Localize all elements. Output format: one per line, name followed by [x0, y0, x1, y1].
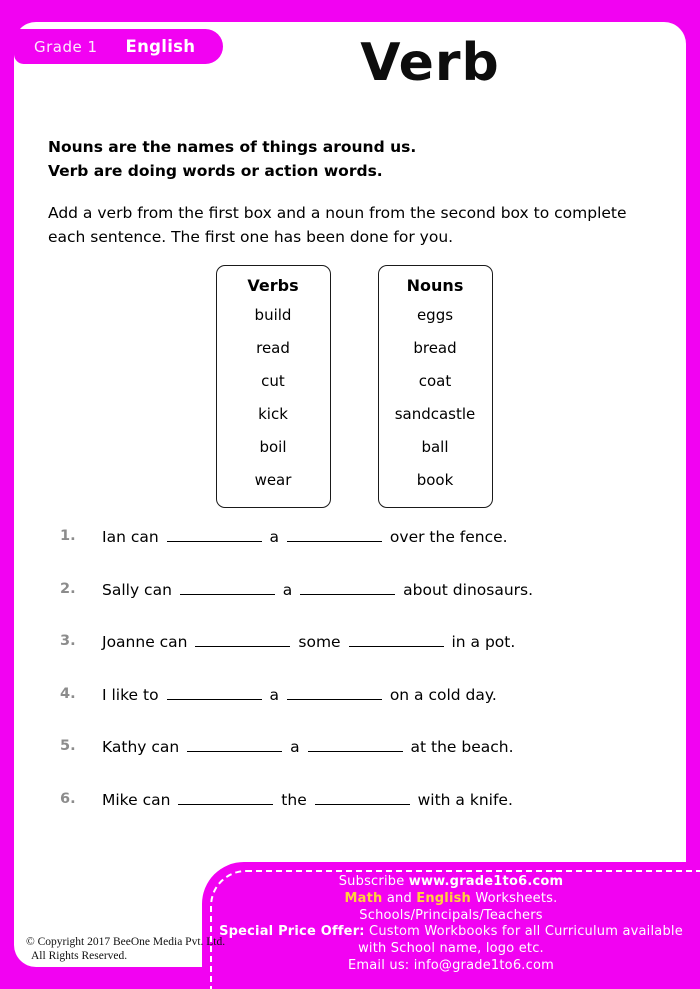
sentence-number: 4. — [60, 685, 76, 702]
sentence-text — [102, 527, 508, 546]
sentence-pre: Sally can — [102, 580, 172, 599]
noun-word: coat — [418, 372, 452, 390]
footer-content — [202, 862, 700, 975]
grade-label: Grade 1 — [34, 37, 98, 56]
sentence-text — [102, 685, 497, 704]
instruction-text: Add a verb from the first box and a noun from the second box to complete each sentence. The first one has been done for you. — [48, 204, 627, 246]
sentence-row — [60, 685, 684, 738]
answer-blank — [287, 527, 382, 542]
sentence-pre: Joanne can — [102, 633, 188, 651]
answer-blank — [349, 632, 444, 647]
sentence-text — [102, 790, 513, 809]
answer-blank — [187, 737, 282, 752]
answer-blank — [287, 685, 382, 700]
sentence-pre: I like to — [102, 685, 159, 704]
sentence-number: 5. — [60, 738, 76, 754]
intro-line-verbs: Verb are doing words or action words. — [48, 161, 383, 180]
special-offer-label: Special Price Offer: — [219, 924, 365, 940]
sentence-post: in a pot. — [451, 633, 516, 651]
grade-subject-badge — [14, 29, 223, 64]
sentence-mid: the — [281, 790, 307, 809]
sentence-pre: Mike can — [102, 790, 171, 809]
noun-word: ball — [421, 438, 449, 456]
sentence-post: on a cold day. — [389, 685, 497, 704]
sentence-mid: a — [269, 528, 280, 546]
subscribe-label: Subscribe — [338, 874, 405, 889]
sentence-number: 2. — [60, 580, 76, 597]
nouns-box-title: Nouns — [406, 276, 464, 295]
answer-blank — [167, 685, 262, 700]
sentence-mid: a — [290, 738, 300, 756]
sentence-pre: Ian can — [102, 528, 159, 546]
subject-label: English — [125, 37, 196, 56]
sentence-post: with a knife. — [417, 790, 513, 809]
footer-email-line[interactable]: Email us: info@grade1to6.com — [347, 957, 554, 973]
footer-customization-line: with School name, logo etc. — [358, 941, 544, 957]
answer-blank — [180, 580, 275, 595]
verb-word: wear — [254, 471, 292, 489]
footer-subscribe-line — [202, 874, 700, 891]
verbs-box-title: Verbs — [247, 276, 299, 295]
sentence-row — [60, 737, 684, 790]
answer-blank — [178, 790, 273, 805]
sentence-row — [60, 632, 684, 685]
offer-description: Custom Workbooks for all Curriculum available — [369, 924, 683, 940]
noun-word: bread — [413, 339, 457, 357]
sentence-text — [102, 737, 514, 756]
verbs-box — [216, 265, 331, 508]
verb-word: kick — [258, 405, 288, 423]
answer-blank — [167, 527, 262, 542]
worksheets-label: Worksheets. — [475, 890, 558, 906]
footer-audience-line: Schools/Principals/Teachers — [359, 907, 543, 923]
sentence-row — [60, 527, 684, 580]
verb-word: boil — [259, 438, 287, 456]
sentence-row — [60, 580, 684, 633]
website-link[interactable]: www.grade1to6.com — [408, 874, 564, 889]
sentence-post: about dinosaurs. — [403, 580, 534, 599]
intro-definition — [48, 136, 416, 183]
page-title: Verb — [360, 33, 500, 93]
sentence-number: 6. — [60, 790, 76, 807]
nouns-box — [378, 265, 493, 508]
copyright-line1: © Copyright 2017 BeeOne Media Pvt. Ltd. — [26, 936, 226, 948]
sentence-pre: Kathy can — [102, 738, 180, 756]
sentence-mid: some — [298, 633, 341, 651]
answer-blank — [315, 790, 410, 805]
footer-subjects-line — [202, 891, 700, 908]
sentence-number: 3. — [60, 633, 76, 649]
sentence-mid: a — [282, 580, 293, 599]
sentence-post: at the beach. — [410, 738, 514, 756]
sentence-text — [102, 580, 533, 599]
sentence-list — [60, 527, 684, 842]
sentence-post: over the fence. — [389, 528, 508, 546]
sentence-mid: a — [269, 685, 279, 704]
verb-word: cut — [261, 372, 285, 390]
word-boxes — [8, 265, 700, 508]
math-label: Math — [344, 890, 383, 906]
verb-word: read — [256, 339, 290, 357]
sentence-number: 1. — [60, 528, 76, 544]
promo-footer — [202, 862, 700, 989]
noun-word: eggs — [416, 306, 454, 324]
copyright-notice — [26, 935, 225, 963]
verb-word: build — [254, 306, 292, 324]
noun-word: sandcastle — [394, 405, 476, 423]
answer-blank — [195, 632, 290, 647]
answer-blank — [308, 737, 403, 752]
sentence-text — [102, 632, 515, 651]
answer-blank — [300, 580, 395, 595]
english-label: English — [416, 890, 471, 906]
copyright-line2: All Rights Reserved. — [31, 950, 128, 962]
sentence-row — [60, 790, 684, 843]
intro-line-nouns: Nouns are the names of things around us. — [48, 138, 417, 156]
noun-word: book — [416, 471, 454, 489]
and-label: and — [386, 890, 412, 906]
footer-offer-line — [202, 924, 700, 941]
